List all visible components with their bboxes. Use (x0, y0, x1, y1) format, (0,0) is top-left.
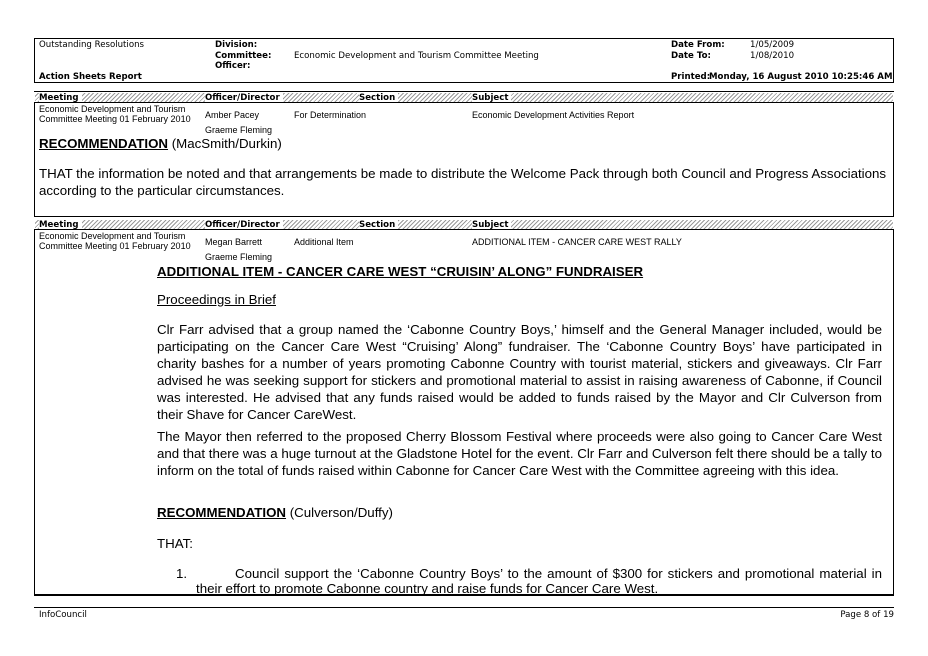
that-label: THAT: (157, 536, 193, 551)
report-name: Outstanding Resolutions (39, 40, 144, 50)
printed-label: Printed: (671, 72, 711, 82)
printed-value: Monday, 16 August 2010 10:25:46 AM (709, 72, 893, 82)
column-header-officer: Officer/Director (205, 93, 283, 103)
point-line-2: their effort to promote Cabonne country and raise funds for Cancer Care West. (196, 581, 659, 596)
column-header-section: Section (359, 93, 398, 103)
column-header-meeting: Meeting (39, 93, 82, 103)
section-cell: Additional Item (294, 237, 354, 247)
date-to-value: 1/08/2010 (750, 51, 795, 61)
date-from-label: Date From: (671, 40, 725, 50)
meeting-line: Committee Meeting 01 February 2010 (39, 241, 191, 251)
column-header-subject: Subject (472, 93, 511, 103)
date-from-value: 1/05/2009 (750, 40, 795, 50)
date-to-label: Date To: (671, 51, 711, 61)
officer-primary: Megan Barrett (205, 237, 263, 247)
recommendation-movers: (MacSmith/Durkin) (168, 136, 282, 151)
division-label: Division: (215, 40, 258, 50)
page-number: Page 8 of 19 (840, 610, 894, 620)
column-header-meeting: Meeting (39, 220, 82, 230)
column-header-bar (35, 220, 893, 229)
committee-value: Economic Development and Tourism Committee Meeting (294, 51, 539, 61)
meeting-line: Economic Development and Tourism (39, 231, 186, 241)
recommendation-label: RECOMMENDATION (157, 505, 287, 520)
proceedings-heading: Proceedings in Brief (157, 292, 276, 307)
meeting-cell (39, 231, 191, 251)
proceedings-paragraph-2: The Mayor then referred to the proposed Cherry Blossom Festival where proceeds were also going to Cancer Care West and that there was a huge turnout at the Gladstone Hotel for the event. Clr Farr and Culverson felt there should be a tally to inform on the total of funds raised within Cabonne for Cancer Care West with the Committee agreeing with this idea. (157, 429, 882, 478)
item-heading: ADDITIONAL ITEM - CANCER CARE WEST “CRUISIN’ ALONG” FUNDRAISER (157, 264, 644, 279)
column-header-subject: Subject (472, 220, 511, 230)
meeting-cell (39, 104, 191, 124)
section-cell: For Determination (294, 110, 367, 120)
column-header-officer: Officer/Director (205, 220, 283, 230)
subject-cell: ADDITIONAL ITEM - CANCER CARE WEST RALLY (472, 237, 682, 247)
subject-cell: Economic Development Activities Report (472, 110, 635, 120)
recommendation-label: RECOMMENDATION (39, 136, 169, 151)
officer-director: Graeme Fleming (205, 252, 273, 262)
column-header-section: Section (359, 220, 398, 230)
meeting-line: Committee Meeting 01 February 2010 (39, 114, 191, 124)
officer-director: Graeme Fleming (205, 125, 273, 135)
committee-label: Committee: (215, 51, 272, 61)
officer-primary: Amber Pacey (205, 110, 260, 120)
resolution-text: THAT the information be noted and that arrangements be made to distribute the Welcome Pack through both Council and Progress Associations according to the particular circumstances. (39, 166, 887, 198)
point-line-1: Council support the ‘Cabonne Country Boys’ to the amount of $300 for stickers and promotional material in (235, 566, 882, 581)
footer-left: InfoCouncil (39, 610, 87, 620)
recommendation-movers: (Culverson/Duffy) (286, 505, 393, 520)
column-header-bar (35, 93, 893, 102)
report-type: Action Sheets Report (39, 72, 142, 82)
recommendation-heading (157, 504, 393, 521)
point-number: 1. (176, 566, 188, 581)
officer-label: Officer: (215, 61, 251, 71)
recommendation-heading (39, 135, 282, 152)
section-divider (34, 91, 894, 92)
footer-rule (34, 607, 894, 608)
proceedings-paragraph-1: Clr Farr advised that a group named the ‘Cabonne Country Boys,’ himself and the General Manager included, would be participating on the Cancer Care West “Cruising’ Along” fundraiser. The ‘Cabonne Country Boys’ have participated in charity bashes for a number of years promoting Cabonne Country with tourist material, stickers and giveaways. Clr Farr advised he was seeking support for stickers and promotional material to assist in raising awareness of Cabonne, if Council was interested. He advised that any funds raised would be added to funds raised by the Mayor and Clr Culverson from their Shave for Cancer CareWest. (157, 322, 882, 422)
meeting-line: Economic Development and Tourism (39, 104, 186, 114)
